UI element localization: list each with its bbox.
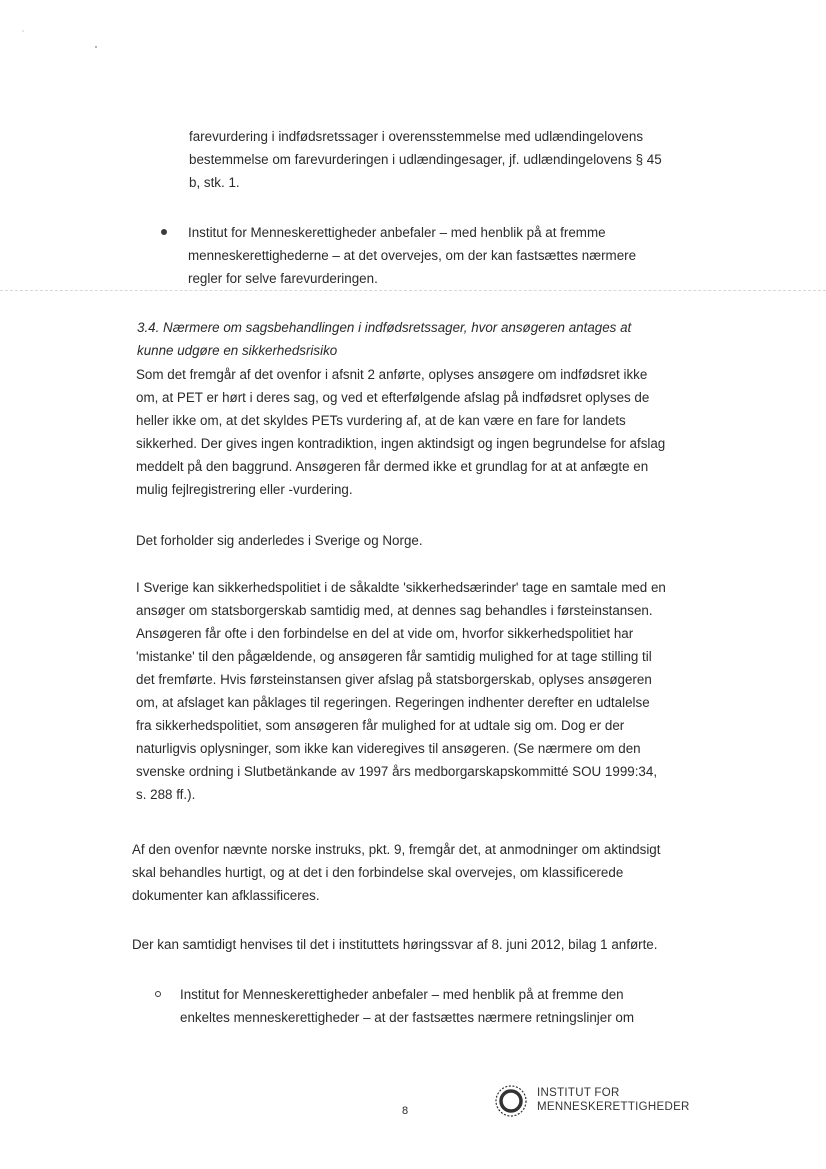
- text-line: heller ikke om, at det skyldes PETs vurdering af, at de kan være en fare for landets: [136, 413, 626, 428]
- text-line: det fremførte. Hvis førsteinstansen giver afslag på statsborgerskab, oplyses ansøgeren: [136, 672, 652, 687]
- text-line: 'mistanke' til den pågældende, og ansøgeren får samtidig mulighed for at tage stilling til: [136, 649, 652, 664]
- page-number: 8: [402, 1105, 409, 1117]
- heading-line: 3.4. Nærmere om sagsbehandlingen i indfødsretssager, hvor ansøgeren antages at: [137, 320, 632, 335]
- bullet-text: [188, 221, 688, 290]
- text-line: om, at PET er hørt i deres sag, og ved et efterfølgende afslag på indfødsret oplyses de: [136, 390, 650, 405]
- text-line: ansøger om statsborgerskab samtidig med, at dennes sag behandles i førsteinstansen.: [136, 603, 653, 618]
- logo-line: INSTITUT FOR: [537, 1087, 620, 1099]
- paragraph-3: [136, 576, 696, 806]
- bullet-dot-icon: [161, 229, 167, 235]
- paragraph-1: [136, 363, 696, 501]
- section-heading: [137, 316, 697, 362]
- text-line: enkeltes menneskerettigheder – at der fastsættes nærmere retningslinjer om: [180, 1010, 635, 1025]
- text-line: Af den ovenfor nævnte norske instruks, pkt. 9, fremgår det, at anmodninger om aktindsigt: [132, 842, 661, 857]
- circle-logo-icon: [493, 1083, 529, 1119]
- text-line: fra sikkerhedspolitiet, som ansøgeren får mulighed for at udtale sig om. Dog er der: [136, 718, 625, 733]
- institute-logo: [493, 1083, 693, 1123]
- text-line: mulig fejlregistrering eller -vurdering.: [136, 482, 353, 497]
- text-line: meddelt på den baggrund. Ansøgeren får dermed ikke et grundlag for at at anfægte en: [136, 459, 649, 474]
- text-line: farevurdering i indfødsretssager i overensstemmelse med udlændingelovens: [189, 129, 644, 144]
- text-line: Der kan samtidigt henvises til det i instituttets høringssvar af 8. juni 2012, bilag 1 anførte.: [132, 937, 658, 952]
- text-line: Institut for Menneskerettigheder anbefaler – med henblik på at fremme: [188, 225, 606, 240]
- paragraph-2: [136, 529, 696, 552]
- text-line: naturligvis oplysninger, som ikke kan videregives til ansøgeren. (Se nærmere om den: [136, 741, 641, 756]
- text-line: regler for selve farevurderingen.: [188, 271, 378, 286]
- paragraph-5: [132, 933, 692, 956]
- text-line: Ansøgeren får ofte i den forbindelse en del at vide om, hvorfor sikkerhedspolitiet har: [136, 626, 634, 641]
- text-line: Det forholder sig anderledes i Sverige og Norge.: [136, 533, 423, 548]
- logo-text: [537, 1086, 690, 1114]
- text-line: dokumenter kan afklassificeres.: [132, 888, 320, 903]
- text-line: svenske ordning i Slutbetänkande av 1997 års medborgarskapskommitté SOU 1999:34,: [136, 764, 658, 779]
- text-line: Som det fremgår af det ovenfor i afsnit 2 anførte, oplyses ansøgere om indfødsret ikke: [136, 367, 648, 382]
- text-line: Institut for Menneskerettigheder anbefaler – med henblik på at fremme den: [180, 987, 624, 1002]
- text-line: b, stk. 1.: [189, 175, 240, 190]
- scan-divider: [0, 290, 826, 291]
- heading-line: kunne udgøre en sikkerhedsrisiko: [137, 343, 338, 358]
- text-line: I Sverige kan sikkerhedspolitiet i de såkaldte 'sikkerhedsærinder' tage en samtale med en: [136, 580, 666, 595]
- paragraph-4: [132, 838, 692, 907]
- logo-line: MENNESKERETTIGHEDER: [537, 1101, 690, 1113]
- continued-paragraph: [189, 125, 709, 194]
- text-line: sikkerhed. Der gives ingen kontradiktion, ingen aktindsigt og ingen begrundelse for afslag: [136, 436, 666, 451]
- text-line: om, at afslaget kan påklages til regeringen. Regeringen indhenter derefter en udtalelse: [136, 695, 650, 710]
- bullet-text: [180, 983, 680, 1029]
- text-line: skal behandles hurtigt, og at det i den forbindelse skal overvejes, om klassificerede: [132, 865, 624, 880]
- text-line: menneskerettighederne – at det overvejes, om der kan fastsættes nærmere: [188, 248, 637, 263]
- text-line: s. 288 ff.).: [136, 787, 196, 802]
- text-line: bestemmelse om farevurderingen i udlændingesager, jf. udlændingelovens § 45: [189, 152, 662, 167]
- bullet-dot-icon: [155, 991, 161, 997]
